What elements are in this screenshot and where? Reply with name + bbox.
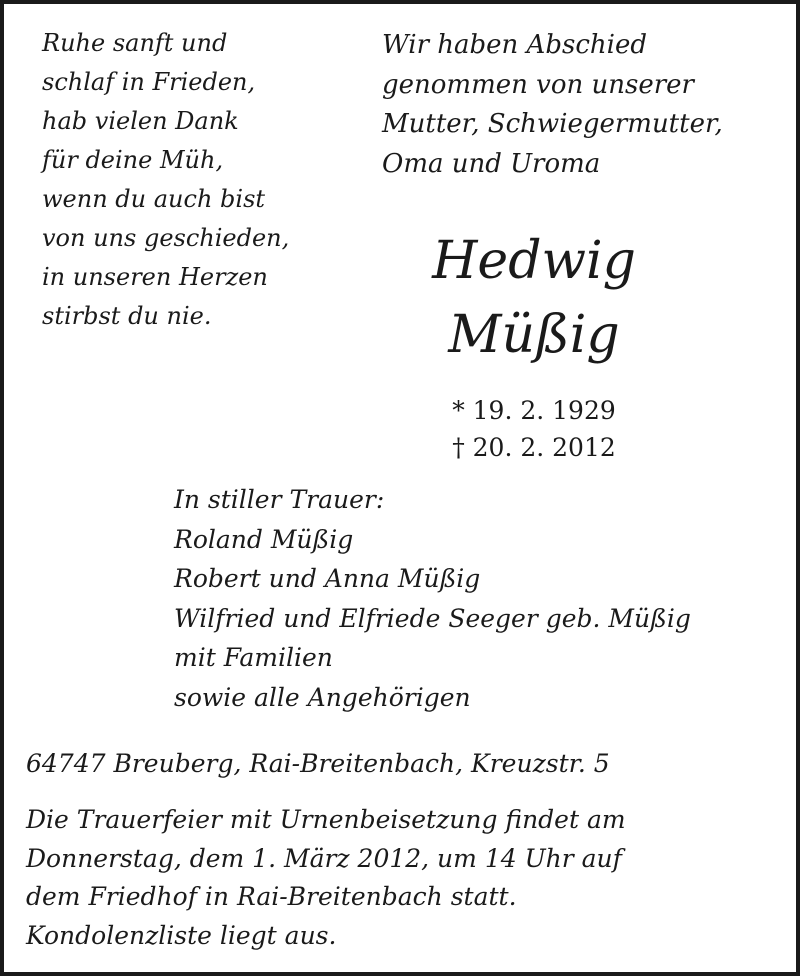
- mourner-name: sowie alle Angehörigen: [174, 682, 471, 712]
- mourners-heading: In stiller Trauer:: [174, 485, 385, 514]
- mourner-name: Robert und Anna Müßig: [174, 564, 481, 593]
- ceremony-info: [26, 801, 626, 955]
- mourner-name: Roland Müßig: [174, 524, 354, 554]
- ceremony-line: dem Friedhof in Rai-Breitenbach statt.: [26, 882, 517, 911]
- memorial-poem: [42, 24, 289, 336]
- mourner-name: mit Familien: [174, 643, 333, 672]
- birth-date: * 19. 2. 1929: [452, 396, 616, 425]
- intro-line: Oma und Uroma: [382, 148, 601, 179]
- intro-line: Wir haben Abschied: [382, 30, 647, 60]
- intro-line: Mutter, Schwiegermutter,: [382, 109, 723, 139]
- deceased-first-name: Hedwig: [432, 231, 636, 291]
- poem-line: Ruhe sanft und: [42, 29, 228, 57]
- poem-line: stirbst du nie.: [42, 302, 212, 330]
- poem-line: für deine Müh,: [42, 146, 224, 174]
- intro-line: genommen von unserer: [382, 69, 694, 100]
- farewell-intro: [382, 26, 723, 184]
- mourners-list: [174, 480, 691, 717]
- poem-line: in unseren Herzen: [42, 263, 268, 291]
- ceremony-line: Donnerstag, dem 1. März 2012, um 14 Uhr auf: [26, 843, 622, 873]
- poem-line: wenn du auch bist: [42, 185, 266, 213]
- poem-line: von uns geschieden,: [42, 224, 290, 252]
- life-dates: [384, 392, 684, 466]
- poem-line: schlaf in Frieden,: [42, 68, 256, 96]
- mourner-name: Wilfried und Elfriede Seeger geb. Müßig: [174, 603, 691, 633]
- deceased-last-name: Müßig: [448, 305, 620, 365]
- ceremony-line: Die Trauerfeier mit Urnenbeisetzung findet am: [26, 805, 626, 834]
- deceased-name: [384, 224, 684, 372]
- poem-line: hab vielen Dank: [42, 107, 239, 135]
- family-address: 64747 Breuberg, Rai-Breitenbach, Kreuzstr. 5: [26, 749, 610, 778]
- ceremony-line: Kondolenzliste liegt aus.: [26, 920, 337, 950]
- death-date: † 20. 2. 2012: [452, 433, 616, 462]
